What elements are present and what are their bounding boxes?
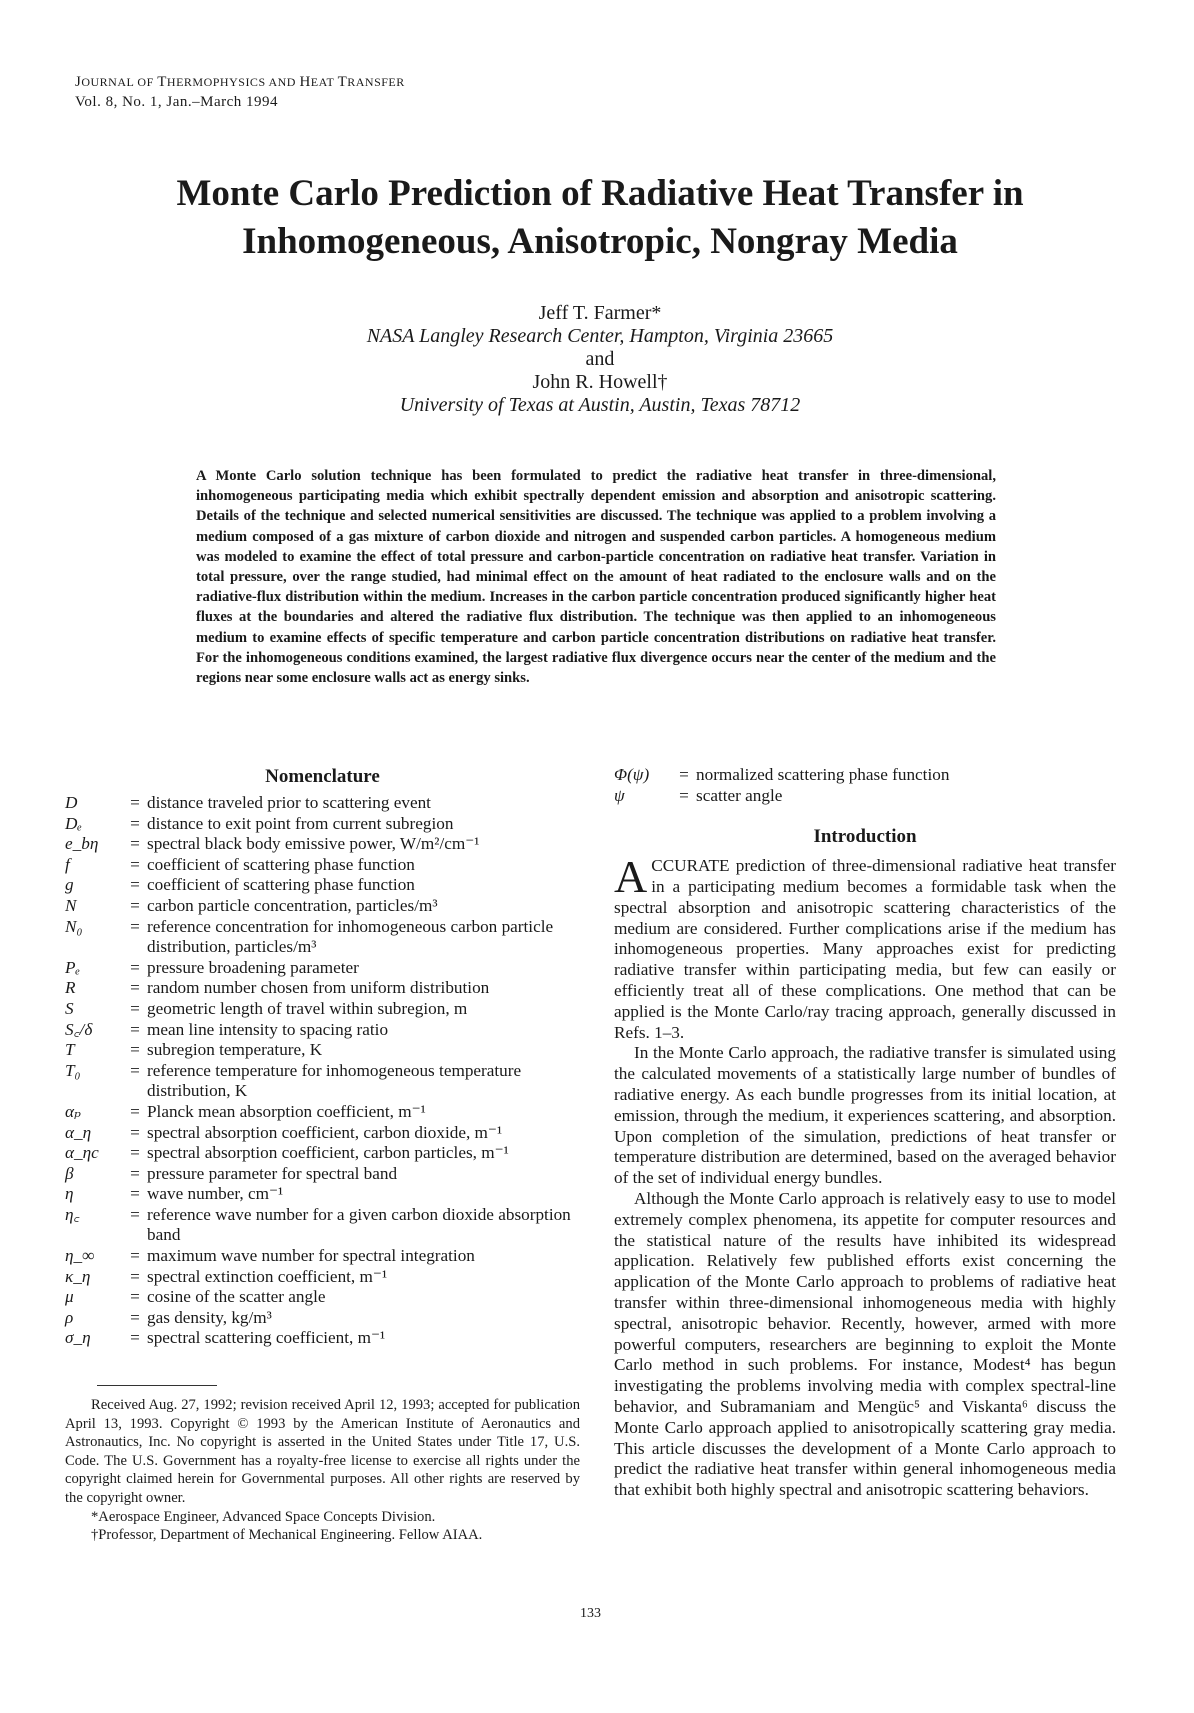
nomenclature-symbol: αₚ	[65, 1101, 81, 1121]
nomenclature-row	[65, 1308, 580, 1329]
nomenclature-row	[65, 1020, 580, 1041]
nomenclature-equals: =	[130, 1184, 140, 1204]
nomenclature-definition: random number chosen from uniform distribution	[147, 978, 490, 998]
nomenclature-definition: carbon particle concentration, particles/m³	[147, 895, 438, 915]
nomenclature-equals: =	[130, 1204, 140, 1224]
nomenclature-row	[65, 1246, 580, 1267]
nomenclature-list	[65, 793, 580, 1349]
nomenclature-definition: Planck mean absorption coefficient, m⁻¹	[147, 1101, 426, 1121]
nomenclature-definition: geometric length of travel within subregion, m	[147, 998, 468, 1018]
nomenclature-symbol: T	[65, 1040, 75, 1060]
nomenclature-symbol: S꜀/δ	[65, 1019, 93, 1039]
nomenclature-list-continued	[614, 765, 1116, 806]
author-note-2: †Professor, Department of Mechanical Engineering. Fellow AIAA.	[91, 1527, 483, 1544]
nomenclature-row	[65, 958, 580, 979]
nomenclature-row	[65, 1267, 580, 1288]
nomenclature-equals: =	[130, 1246, 140, 1266]
nomenclature-heading: Nomenclature	[265, 766, 380, 787]
author-1: Jeff T. Farmer*	[538, 302, 662, 324]
nomenclature-definition: pressure broadening parameter	[147, 957, 359, 977]
journal-header	[75, 72, 405, 112]
nomenclature-row	[65, 896, 580, 917]
nomenclature-symbol: σ_η	[65, 1328, 91, 1348]
nomenclature-symbol: g	[65, 875, 74, 895]
nomenclature-definition: scatter angle	[696, 785, 783, 805]
nomenclature-equals: =	[130, 1287, 140, 1307]
nomenclature-row	[614, 786, 1116, 807]
intro-paragraph-2: In the Monte Carlo approach, the radiative transfer is simulated using the calculated movements of a statistically large number of bundles of radiative energy. As each bundle progresses from its initial location, at emission, through the medium, it experiences scattering, and absorption. Upon completion of the simulation, predictions of heat transfer or temperature distribution are determined, based on the averaged behavior of the set of individual energy bundles.	[614, 1043, 1116, 1188]
nomenclature-row	[65, 1123, 580, 1144]
nomenclature-row	[65, 999, 580, 1020]
paper-title	[60, 170, 1140, 266]
nomenclature-symbol: N	[65, 895, 77, 915]
nomenclature-definition: spectral scattering coefficient, m⁻¹	[147, 1328, 386, 1348]
nomenclature-symbol: μ	[65, 1287, 74, 1307]
nomenclature-definition: spectral black body emissive power, W/m²/cm⁻¹	[147, 834, 480, 854]
nomenclature-symbol: η	[65, 1184, 74, 1204]
nomenclature-definition: mean line intensity to spacing ratio	[147, 1019, 389, 1039]
page-number: 133	[580, 1606, 601, 1621]
nomenclature-equals: =	[130, 1019, 140, 1039]
author-2: John R. Howell†	[532, 371, 668, 393]
nomenclature-definition: pressure parameter for spectral band	[147, 1163, 398, 1183]
nomenclature-symbol: e_bη	[65, 834, 99, 854]
nomenclature-definition: coefficient of scattering phase function	[147, 854, 415, 874]
nomenclature-equals: =	[679, 765, 689, 784]
journal-issue: Vol. 8, No. 1, Jan.–March 1994	[75, 94, 279, 110]
authors-and: and	[585, 348, 615, 370]
nomenclature-row	[65, 1184, 580, 1205]
nomenclature-equals: =	[130, 875, 140, 895]
footnotes	[65, 1396, 580, 1545]
nomenclature-row	[65, 1287, 580, 1308]
nomenclature-symbol: Pₑ	[65, 957, 81, 977]
nomenclature-definition: spectral absorption coefficient, carbon dioxide, m⁻¹	[147, 1122, 503, 1142]
nomenclature-equals: =	[130, 1122, 140, 1142]
nomenclature-definition: wave number, cm⁻¹	[147, 1184, 284, 1204]
nomenclature-definition: spectral extinction coefficient, m⁻¹	[147, 1266, 388, 1286]
nomenclature-equals: =	[130, 1101, 140, 1121]
nomenclature-symbol: ψ	[614, 785, 625, 805]
intro-paragraph-1: ACCURATE prediction of three-dimensional radiative heat transfer in a participating medium becomes a formidable task when the spectral absorption and anisotropic scattering characteristics of the medium are considered. Further complications arise if the medium has inhomogeneous properties. Many approaches exist for predicting radiative transfer within participating media, but few can easily or efficiently treat all of these complications. One method that can be applied is the Monte Carlo/ray tracing approach, generally discussed in Refs. 1–3.	[614, 851, 1116, 1042]
nomenclature-definition: reference concentration for inhomogeneous carbon particle distribution, particles/m³	[147, 916, 554, 957]
nomenclature-row	[65, 978, 580, 999]
nomenclature-symbol: κ_η	[65, 1266, 91, 1286]
nomenclature-symbol: β	[65, 1163, 74, 1183]
nomenclature-equals: =	[130, 834, 140, 854]
nomenclature-row	[65, 1040, 580, 1061]
nomenclature-symbol: Φ(ψ)	[614, 765, 650, 784]
nomenclature-definition: subregion temperature, K	[147, 1040, 323, 1060]
received-note: Received Aug. 27, 1992; revision received April 12, 1993; accepted for publication April 13, 1993. Copyright © 1993 by the American Institute of Aeronautics and Astronautics, Inc. No copyright is asserted in the United States under Title 17, U.S. Code. The U.S. Government has a royalty-free license to exercise all rights under the copyright claimed herein for Governmental purposes. All other rights are reserved by the copyright owner.	[65, 1397, 580, 1506]
affiliation-2: University of Texas at Austin, Austin, Texas 78712	[399, 394, 801, 416]
nomenclature-definition: reference wave number for a given carbon dioxide absorption band	[147, 1204, 571, 1245]
nomenclature-row	[65, 1205, 580, 1246]
nomenclature-equals: =	[130, 1143, 140, 1163]
nomenclature-row	[65, 1164, 580, 1185]
nomenclature-row	[65, 855, 580, 876]
nomenclature-row	[65, 814, 580, 835]
nomenclature-equals: =	[130, 916, 140, 936]
nomenclature-equals: =	[130, 1163, 140, 1183]
nomenclature-definition: maximum wave number for spectral integration	[147, 1246, 475, 1266]
nomenclature-definition: gas density, kg/m³	[147, 1307, 272, 1327]
nomenclature-equals: =	[130, 978, 140, 998]
nomenclature-row	[65, 1102, 580, 1123]
author-note-1: *Aerospace Engineer, Advanced Space Concepts Division.	[91, 1508, 436, 1525]
nomenclature-definition: spectral absorption coefficient, carbon particles, m⁻¹	[147, 1143, 509, 1163]
authors-block	[100, 302, 1100, 417]
nomenclature-symbol: T₀	[65, 1060, 81, 1080]
footnote-rule	[97, 1385, 217, 1386]
nomenclature-row	[65, 1061, 580, 1102]
nomenclature-symbol: R	[65, 978, 76, 998]
nomenclature-equals: =	[130, 1328, 140, 1348]
introduction-heading: Introduction	[813, 826, 917, 848]
abstract: A Monte Carlo solution technique has been formulated to predict the radiative heat transfer in three-dimensional, inhomogeneous participating media which exhibit spectrally dependent emission and absorption and anisotropic scattering. Details of the technique and selected numerical sensitivities are discussed. The technique was applied to a problem involving a medium composed of a gas mixture of carbon dioxide and nitrogen and suspended carbon particles. A homogeneous medium was modeled to examine the effect of total pressure and carbon-particle concentration on radiative heat transfer. Variation in total pressure, over the range studied, had minimal effect on the amount of heat radiated to the enclosure walls and on the radiative-flux distribution within the medium. Increases in the carbon particle concentration produced significantly higher heat fluxes at the boundaries and altered the radiative flux distribution. The technique was then applied to an inhomogeneous medium to examine effects of specific temperature and carbon particle concentration distributions on radiative heat transfer. For the inhomogeneous conditions examined, the largest radiative flux divergence occurs near the center of the medium and the regions near some enclosure walls act as energy sinks.	[196, 468, 996, 687]
right-column	[614, 765, 1116, 1501]
nomenclature-symbol: α_η	[65, 1122, 92, 1142]
left-column	[65, 765, 580, 1545]
nomenclature-symbol: D	[65, 793, 78, 812]
nomenclature-equals: =	[130, 1060, 140, 1080]
nomenclature-symbol: f	[65, 854, 70, 874]
nomenclature-equals: =	[130, 1307, 140, 1327]
nomenclature-row	[65, 875, 580, 896]
nomenclature-definition: distance traveled prior to scattering event	[147, 793, 431, 812]
nomenclature-equals: =	[130, 854, 140, 874]
nomenclature-symbol: η꜀	[65, 1204, 80, 1224]
nomenclature-definition: normalized scattering phase function	[696, 765, 950, 784]
nomenclature-symbol: S	[65, 998, 74, 1018]
intro-paragraph-3: Although the Monte Carlo approach is relatively easy to use to model extremely complex phenomena, its appetite for computer resources and the statistical nature of the results have inhibited its widespread application. Relatively few published efforts exist concerning the application of the Monte Carlo approach to problems of radiative heat transfer within three-dimensional inhomogeneous media with highly spectral, anisotropic behavior. Recently, however, armed with more powerful computers, researchers are beginning to exploit the Monte Carlo method in such problems. For instance, Modest⁴ has begun investigating the problems involving media with complex spectral-line behavior, and Subramaniam and Mengüc⁵ and Viskanta⁶ discuss the Monte Carlo approach applied to anisotropically scattering gray media. This article discusses the development of a Monte Carlo approach to predict the radiative heat transfer within general inhomogeneous media that exhibit both highly spectral and anisotropic scattering behaviors.	[614, 1188, 1116, 1500]
nomenclature-symbol: ρ	[65, 1307, 74, 1327]
nomenclature-equals: =	[130, 957, 140, 977]
nomenclature-definition: reference temperature for inhomogeneous temperature distribution, K	[147, 1060, 522, 1101]
nomenclature-definition: cosine of the scatter angle	[147, 1287, 326, 1307]
nomenclature-equals: =	[130, 895, 140, 915]
nomenclature-symbol: η_∞	[65, 1246, 95, 1266]
nomenclature-row	[65, 1143, 580, 1164]
title-line-2: Inhomogeneous, Anisotropic, Nongray Media	[242, 221, 958, 262]
nomenclature-symbol: N₀	[65, 916, 83, 936]
nomenclature-row	[65, 1328, 580, 1349]
nomenclature-equals: =	[130, 813, 140, 833]
nomenclature-equals: =	[130, 1040, 140, 1060]
nomenclature-symbol: Dₑ	[65, 813, 82, 833]
nomenclature-row	[65, 834, 580, 855]
title-line-1: Monte Carlo Prediction of Radiative Heat Transfer in	[176, 173, 1024, 214]
nomenclature-definition: distance to exit point from current subregion	[147, 813, 454, 833]
nomenclature-equals: =	[130, 793, 140, 812]
nomenclature-equals: =	[130, 998, 140, 1018]
affiliation-1: NASA Langley Research Center, Hampton, Virginia 23665	[366, 325, 834, 347]
nomenclature-row	[614, 765, 1116, 786]
nomenclature-equals: =	[679, 785, 689, 805]
nomenclature-definition: coefficient of scattering phase function	[147, 875, 415, 895]
nomenclature-row	[65, 793, 580, 814]
drop-cap: A	[614, 851, 648, 903]
journal-name: JOURNAL OF THERMOPHYSICS AND HEAT TRANSFER	[75, 74, 405, 90]
nomenclature-row	[65, 917, 580, 958]
nomenclature-equals: =	[130, 1266, 140, 1286]
nomenclature-symbol: α_ηc	[65, 1143, 99, 1163]
